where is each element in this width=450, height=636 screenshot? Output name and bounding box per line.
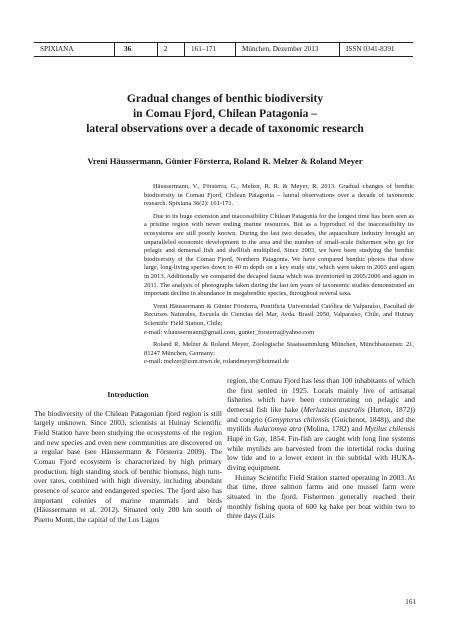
journal-issn: ISSN 0341-8391 (346, 45, 395, 53)
text-run: (Hutton, 1872)) and congrio ( (227, 404, 415, 424)
left-column (34, 376, 222, 525)
email-2-text: e-mail: melzer@zsm.mwn.de, rolandmeyer@hotmail.de (144, 358, 289, 366)
species-name: Aulacomya atra (253, 424, 302, 434)
paper-title (34, 92, 416, 137)
title-line-2: in Comau Fjord, Chilean Patagonia – (132, 108, 317, 120)
abstract-block (144, 183, 414, 367)
intro-paragraph-3: Huinay Scientific Field Station started operating in 2003. At that time, three salmon farms and one mussel farm were situated in the fjord. Fishermen generally reached their monthly fishing quota of 600 kg hake per boat within two to three days (Luis (227, 472, 415, 521)
author-list: Vreni Häussermann, Günter Försterra, Roland R. Melzer & Roland Meyer (87, 156, 363, 166)
section-heading-introduction: Introduction (107, 390, 149, 399)
email-1-text: e-mail: v.haussermann@gmail.com, gunter_forsterra@yahoo.com (144, 328, 315, 336)
journal-date: München, Dezember 2013 (236, 43, 340, 56)
journal-pages: 161–171 (185, 43, 236, 56)
species-name: Mytilus chilensis (364, 424, 415, 434)
journal-issue: 2 (158, 43, 185, 56)
author-address-1 (144, 303, 414, 337)
title-line-3: lateral observations over a decade of taxonomic research (86, 123, 364, 135)
right-column (227, 376, 415, 521)
journal-volume: 36 (115, 43, 158, 56)
address-2-text: Roland R. Melzer & Roland Meyer, Zoologische Staatssammlung München, Münchhausenstr. 21, 81247 München, Germany; (144, 341, 414, 357)
author-address-2 (144, 341, 414, 367)
intro-paragraph-1: The biodiversity of the Chilean Patagonian fjord region is still largely unknown. Since 2003, scientists at Huinay Scientific Field Station have been studying the ecosystems of the region and new species and even new communities are discovered on a regular base (see Häussermann & Försterra 2009). The Comau Fjord ecosystem is characterized by high primary production, high standing stock of benthic biomass, high turn-over rates, combined with high diversity, including abundant presence of scarce and endangered species. The fjord also has important colonies of marine mammals and birds (Häussermann et al. 2012). Situated only 200 km south of Puerto Montt, the capital of the Los Lagos (34, 408, 222, 524)
text-run: (Molina, 1782) and (301, 424, 365, 434)
text-run: region, the Comau Fjord has less than 100 inhabitants of which the first settled in 1925. Locals mainly live of artisanal fisheries which have been concentrating on pelagic and demersal fish like hake ( (227, 376, 415, 414)
text-run: (Guichenot, 1848)), and the mytilids (227, 414, 415, 434)
journal-header (34, 42, 413, 57)
intro-paragraph-2 (227, 376, 415, 473)
citation-text: Häussermann, V., Försterra, G., Melzer, R. R. & Meyer, R. 2013. Gradual changes of benthic biodiversity in Comau Fjord, Chilean Patagonia – lateral observations over a decade of taxonomic research. Spixiana 36(2): 161-171. (144, 183, 414, 208)
title-line-1: Gradual changes of benthic biodiversity (126, 93, 324, 105)
abstract-text: Due to its huge extension and inaccessibility Chilean Patagonia for the longest time has been seen as a pristine region with never ending marine resources. But as a byproduct of the inaccessibility its ecosystems are still poorly known. During the last two decades, the aquaculture industry brought an unparalleled economic development to the area and the number of small-scale fishermen who go for pelagic and demersal fish and shellfish multiplied. Since 2003, we have been studying the benthic biodiversity of the Comau Fjord, Northern Patagonia. We have compared benthic photos that show large, long-living species down to 40 m depth on a key study site, which were taken in 2003 and again in 2013. Additionally we compared the decapod fauna which was inventoried in 2005/2006 and again in 2011. The analysis of photographs taken during the last ten years of taxonomic studies demonstrated an important decline in abundance in megabenthic species, throughout several taxa. (144, 212, 414, 298)
journal-name: SPIXIANA (34, 43, 115, 56)
species-name: Genypterus chilensis (267, 414, 330, 424)
text-run: Hupé in Gay, 1854. Fin-fish are caught with long line systems while mytilids are harvested from the intertidal rocks during low tide and to a lower extent in the subtidal with HUKA-diving equipment. (227, 433, 415, 472)
address-1-text: Vreni Häussermann & Günter Försterra, Pontificia Universidad Católica de Valparaíso, Facultad de Recursos Naturales, Escuela de Ciencias del Mar, Avda. Brasil 2950, Valparaíso, Chile, and Huinay Scientific Field Station, Chile; (144, 302, 414, 327)
species-name: Merluzzius australis (303, 404, 365, 414)
page-number: 161 (405, 598, 416, 606)
